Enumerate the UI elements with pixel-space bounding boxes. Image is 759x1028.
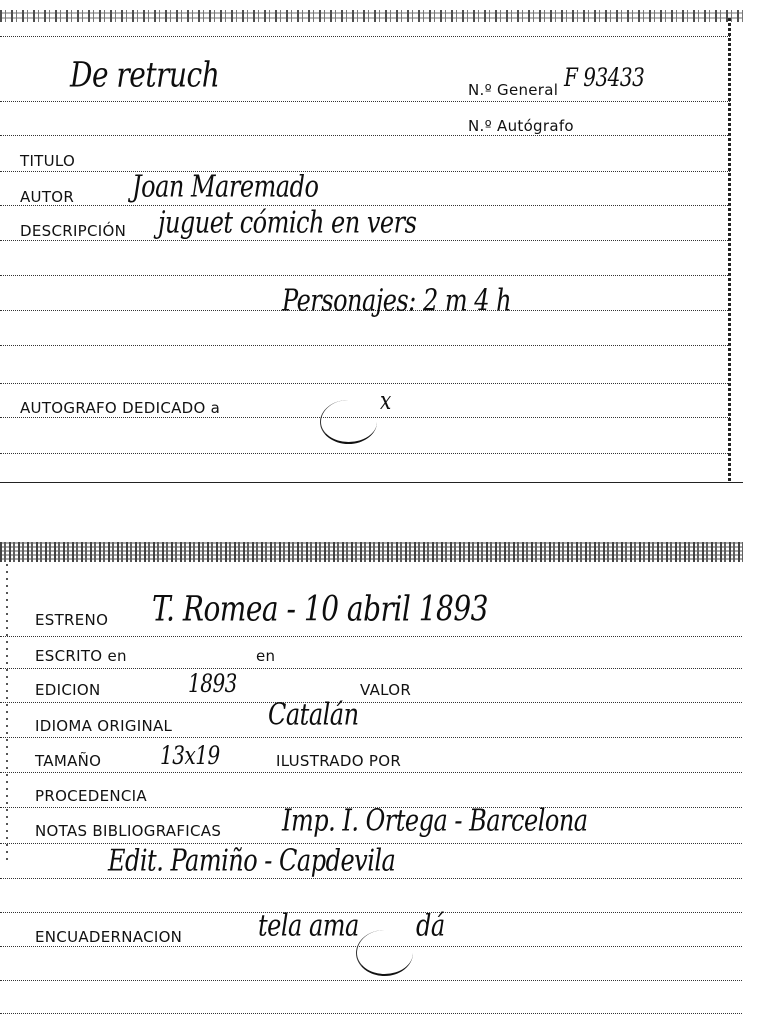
title-handwritten: De retruch (70, 53, 220, 95)
notas-label: NOTAS BIBLIOGRAFICAS (35, 822, 222, 840)
rule-line (0, 240, 730, 241)
tamano-value: 13x19 (160, 740, 220, 770)
card-bottom-edge (0, 482, 743, 483)
edicion-label: EDICION (35, 681, 101, 699)
punch-hole-mark (356, 930, 413, 976)
procedencia-label: PROCEDENCIA (35, 787, 147, 805)
autor-label: AUTOR (20, 188, 75, 206)
ilustrado-label: ILUSTRADO POR (276, 752, 402, 770)
rule-line (0, 36, 730, 37)
encuadernacion-value: tela ama (258, 908, 359, 943)
rule-line (0, 980, 742, 981)
rule-line (0, 275, 730, 276)
titulo-label: TITULO (20, 152, 76, 170)
rule-line (0, 772, 742, 773)
card-left-edge (6, 560, 8, 860)
rule-line (0, 135, 730, 136)
estreno-value: T. Romea - 10 abril 1893 (152, 587, 488, 629)
card-top-edge (0, 10, 743, 22)
tamano-label: TAMAÑO (35, 752, 102, 770)
idioma-value: Catalán (268, 697, 359, 732)
valor-label: VALOR (360, 681, 412, 699)
card-top-edge (0, 542, 743, 562)
rule-line (0, 878, 742, 879)
autograph-number-label: N.º Autógrafo (468, 117, 574, 135)
escrito-en-label: en (256, 647, 276, 665)
rule-line (0, 668, 742, 669)
punch-hole-mark (320, 400, 377, 444)
edicion-value: 1893 (188, 668, 237, 698)
encuadernacion-value-end: dá (416, 908, 445, 943)
descripcion-label: DESCRIPCIÓN (20, 222, 127, 240)
rule-line (0, 912, 742, 913)
descripcion-value: juguet cómich en vers (158, 205, 417, 240)
rule-line (0, 737, 742, 738)
idioma-label: IDIOMA ORIGINAL (35, 717, 173, 735)
rule-line (0, 383, 730, 384)
autor-value: Joan Maremado (132, 169, 319, 204)
rule-line (0, 101, 730, 102)
notas-value-line2: Edit. Pamiño - Capdevila (108, 843, 396, 878)
rule-line (0, 636, 742, 637)
personajes-value: Personajes: 2 m 4 h (282, 283, 512, 318)
encuadernacion-label: ENCUADERNACION (35, 928, 183, 946)
rule-line (0, 702, 742, 703)
general-number-value: F 93433 (564, 62, 645, 92)
catalog-card-front (0, 0, 743, 492)
estreno-label: ESTRENO (35, 611, 109, 629)
notas-value-line1: Imp. I. Ortega - Barcelona (282, 803, 588, 838)
dedicado-label: AUTOGRAFO DEDICADO a (20, 399, 221, 417)
general-number-label: N.º General (468, 81, 559, 99)
rule-line (0, 453, 730, 454)
rule-line (0, 1013, 742, 1014)
rule-line (0, 345, 730, 346)
catalog-card-back (0, 538, 743, 1028)
card-right-edge (728, 16, 731, 481)
rule-line (0, 171, 730, 172)
escrito-label: ESCRITO en (35, 647, 127, 665)
dedicado-mark: x (380, 385, 391, 415)
